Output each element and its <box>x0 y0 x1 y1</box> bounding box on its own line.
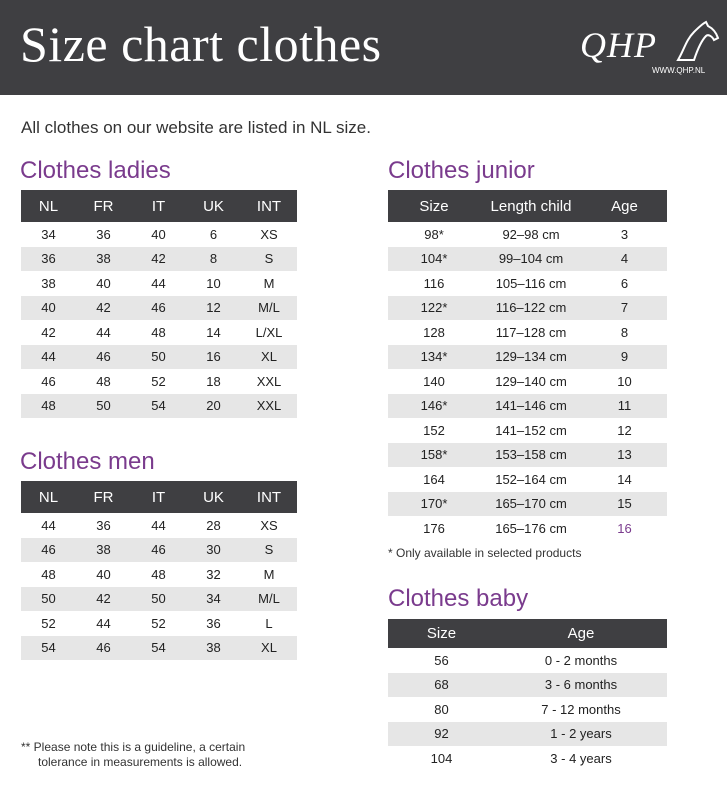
table-cell: 46 <box>131 538 186 563</box>
table-cell: 56 <box>434 652 449 668</box>
table-cell: 158* <box>388 443 480 468</box>
table-cell: M/L <box>241 296 297 321</box>
table-row <box>21 247 297 272</box>
table-cell: 50 <box>131 587 186 612</box>
table-cell: 46 <box>76 345 131 370</box>
table-cell: 46 <box>41 373 56 389</box>
table-cell: 164 <box>423 471 445 487</box>
table-cell: 42 <box>131 247 186 272</box>
page-header <box>0 0 727 95</box>
table-cell: 1 - 2 years <box>495 722 667 747</box>
table-row <box>21 611 297 636</box>
table-header-row <box>388 619 667 648</box>
table-row <box>388 271 667 296</box>
table-row <box>388 247 667 272</box>
table-cell: 16 <box>186 345 241 370</box>
baby-size-table <box>388 619 667 771</box>
table-cell: 10 <box>617 373 632 389</box>
table-cell: 129–140 cm <box>495 373 567 389</box>
table-cell: 30 <box>186 538 241 563</box>
table-row <box>388 418 667 443</box>
table-cell: 4 <box>582 247 667 272</box>
table-cell: 165–176 cm <box>495 520 567 536</box>
table-row <box>388 467 667 492</box>
table-cell: 117–128 cm <box>495 324 567 340</box>
table-cell: 36 <box>21 247 76 272</box>
junior-size-table <box>388 190 667 541</box>
table-cell: 38 <box>76 247 131 272</box>
column-header: FR <box>76 190 131 222</box>
table-cell: 122* <box>388 296 480 321</box>
junior-footnote: * Only available in selected products <box>388 546 582 560</box>
table-cell: 12 <box>186 296 241 321</box>
column-header: IT <box>131 481 186 513</box>
table-cell: 54 <box>131 394 186 419</box>
table-cell: 3 <box>620 226 629 242</box>
table-cell: 10 <box>206 275 221 291</box>
table-cell: 13 <box>582 443 667 468</box>
logo-text: QHP <box>580 25 657 65</box>
column-header: Age <box>495 619 667 648</box>
table-cell: 104* <box>388 247 480 272</box>
table-row <box>21 394 297 419</box>
table-cell: XXL <box>256 373 282 389</box>
table-cell: 116 <box>423 275 445 291</box>
table-cell: 128 <box>423 324 445 340</box>
table-row <box>21 222 297 247</box>
column-header: INT <box>241 481 297 513</box>
table-cell: 3 - 4 years <box>550 750 612 766</box>
table-row <box>388 443 667 468</box>
table-header-row <box>21 190 297 222</box>
table-cell: 46 <box>131 296 186 321</box>
table-cell: 16 <box>617 520 632 536</box>
table-cell: 153–158 cm <box>480 443 582 468</box>
baby-title: Clothes baby <box>388 585 529 612</box>
table-cell: S <box>241 538 297 563</box>
table-cell: 42 <box>41 324 56 340</box>
table-cell: 6 <box>209 226 218 242</box>
table-cell: 68 <box>388 673 495 698</box>
table-row <box>21 587 297 612</box>
table-row <box>388 345 667 370</box>
table-cell: 15 <box>582 492 667 517</box>
page-title: Size chart clothes <box>20 16 382 72</box>
table-cell: 116–122 cm <box>480 296 582 321</box>
table-cell: 0 - 2 months <box>544 652 618 668</box>
table-cell: S <box>241 247 297 272</box>
table-cell: M/L <box>241 587 297 612</box>
table-cell: 12 <box>617 422 632 438</box>
table-cell: 140 <box>423 373 445 389</box>
table-cell: 99–104 cm <box>480 247 582 272</box>
table-cell: 52 <box>41 615 56 631</box>
table-row <box>388 296 667 321</box>
table-cell: 48 <box>151 324 166 340</box>
junior-title: Clothes junior <box>388 157 535 184</box>
table-row <box>21 513 297 538</box>
table-cell: 129–134 cm <box>480 345 582 370</box>
table-cell: 54 <box>131 636 186 661</box>
table-cell: 46 <box>76 636 131 661</box>
table-row <box>21 296 297 321</box>
table-cell: XL <box>241 345 297 370</box>
table-cell: XS <box>260 517 278 533</box>
guideline-note <box>21 740 245 770</box>
table-cell: 8 <box>620 324 629 340</box>
table-cell: L <box>265 615 273 631</box>
table-cell: 48 <box>96 373 111 389</box>
table-cell: 44 <box>96 324 111 340</box>
table-cell: 44 <box>41 517 56 533</box>
table-row <box>21 369 297 394</box>
table-cell: 38 <box>76 538 131 563</box>
table-cell: 141–152 cm <box>495 422 567 438</box>
table-row <box>388 673 667 698</box>
table-cell: 3 - 6 months <box>495 673 667 698</box>
table-row <box>388 394 667 419</box>
table-row <box>388 722 667 747</box>
table-cell: 28 <box>206 517 221 533</box>
table-cell: 7 - 12 months <box>541 701 621 717</box>
table-cell: 8 <box>186 247 241 272</box>
table-cell: 44 <box>151 275 166 291</box>
table-row <box>21 538 297 563</box>
table-cell: 36 <box>96 226 111 242</box>
table-cell: 48 <box>151 566 166 582</box>
men-size-table <box>21 481 297 660</box>
table-cell: 9 <box>582 345 667 370</box>
table-cell: 170* <box>388 492 480 517</box>
table-cell: 34 <box>41 226 56 242</box>
table-cell: 18 <box>206 373 221 389</box>
table-row <box>388 697 667 722</box>
men-title: Clothes men <box>20 448 155 475</box>
table-cell: 80 <box>434 701 449 717</box>
table-cell: 38 <box>41 275 56 291</box>
table-cell: 38 <box>186 636 241 661</box>
table-cell: 32 <box>206 566 221 582</box>
logo-url: WWW.QHP.NL <box>652 66 706 75</box>
table-cell: 42 <box>76 587 131 612</box>
table-cell: 50 <box>131 345 186 370</box>
table-cell: 141–146 cm <box>480 394 582 419</box>
table-cell: 152–164 cm <box>495 471 567 487</box>
column-header: FR <box>76 481 131 513</box>
column-header: NL <box>21 190 76 222</box>
table-cell: 7 <box>582 296 667 321</box>
table-cell: 44 <box>96 615 111 631</box>
table-cell: 46 <box>21 538 76 563</box>
table-cell: 40 <box>21 296 76 321</box>
table-cell: 36 <box>206 615 221 631</box>
column-header: Length child <box>480 190 582 222</box>
table-row <box>388 369 667 394</box>
table-header-row <box>388 190 667 222</box>
ladies-title: Clothes ladies <box>20 157 171 184</box>
table-row <box>388 320 667 345</box>
table-cell: 42 <box>76 296 131 321</box>
table-cell: 152 <box>423 422 445 438</box>
table-cell: 48 <box>21 394 76 419</box>
table-header-row <box>21 481 297 513</box>
table-cell: 44 <box>21 345 76 370</box>
column-header: UK <box>186 190 241 222</box>
table-row <box>21 636 297 661</box>
table-row <box>388 516 667 541</box>
table-cell: M <box>263 275 275 291</box>
table-cell: 14 <box>617 471 632 487</box>
table-cell: 50 <box>21 587 76 612</box>
table-cell: 40 <box>96 275 111 291</box>
column-header: NL <box>21 481 76 513</box>
table-cell: 50 <box>76 394 131 419</box>
table-cell: 98* <box>424 226 444 242</box>
table-cell: 14 <box>206 324 221 340</box>
table-cell: XL <box>241 636 297 661</box>
table-cell: 40 <box>151 226 166 242</box>
guideline-note-line1: ** Please note this is a guideline, a certain <box>21 740 246 754</box>
table-cell: 92–98 cm <box>502 226 560 242</box>
table-cell: XXL <box>241 394 297 419</box>
column-header: IT <box>131 190 186 222</box>
column-header: INT <box>241 190 297 222</box>
table-row <box>388 648 667 673</box>
qhp-logo <box>580 20 720 80</box>
column-header: Age <box>582 190 667 222</box>
column-header: Size <box>388 190 480 222</box>
table-cell: 52 <box>151 615 166 631</box>
table-cell: 40 <box>96 566 111 582</box>
table-cell: 36 <box>96 517 111 533</box>
table-row <box>388 746 667 771</box>
table-cell: 176 <box>423 520 445 536</box>
table-cell: 6 <box>620 275 629 291</box>
table-cell: 165–170 cm <box>480 492 582 517</box>
table-cell: 52 <box>151 373 166 389</box>
table-cell: 48 <box>41 566 56 582</box>
column-header: UK <box>186 481 241 513</box>
table-cell: 105–116 cm <box>495 275 567 291</box>
table-cell: M <box>263 566 275 582</box>
table-cell: 34 <box>186 587 241 612</box>
intro-text: All clothes on our website are listed in NL size. <box>21 118 371 137</box>
table-cell: 134* <box>388 345 480 370</box>
table-row <box>21 320 297 345</box>
table-row <box>21 562 297 587</box>
table-cell: 92 <box>388 722 495 747</box>
table-cell: 44 <box>151 517 166 533</box>
column-header: Size <box>388 619 495 648</box>
ladies-size-table <box>21 190 297 418</box>
table-cell: L/XL <box>255 324 283 340</box>
table-row <box>388 492 667 517</box>
guideline-note-line2: tolerance in measurements is allowed. <box>38 755 243 769</box>
table-row <box>21 271 297 296</box>
table-cell: 54 <box>21 636 76 661</box>
table-row <box>21 345 297 370</box>
table-cell: 146* <box>388 394 480 419</box>
table-cell: XS <box>260 226 278 242</box>
table-row <box>388 222 667 247</box>
table-cell: 104 <box>430 750 453 766</box>
table-cell: 11 <box>582 394 667 419</box>
table-cell: 20 <box>186 394 241 419</box>
horse-head-icon <box>672 20 720 64</box>
